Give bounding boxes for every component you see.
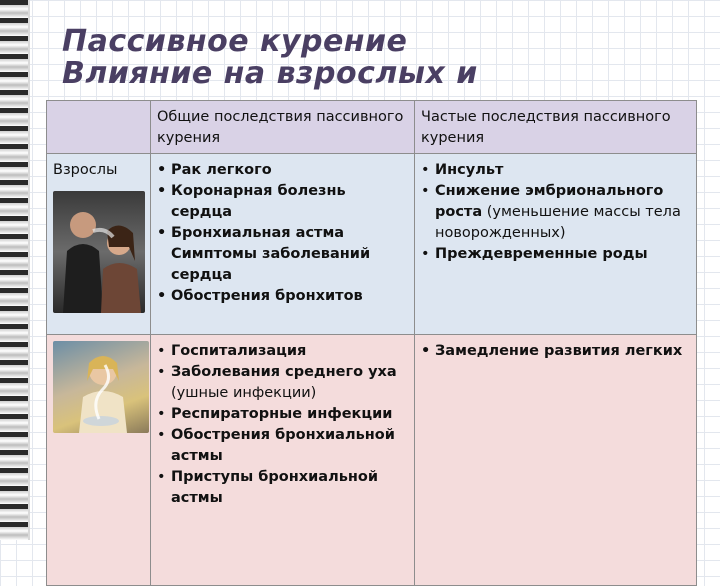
list-item-bold: Заболевания среднего уха bbox=[171, 364, 397, 380]
list-item-bold: Преждевременные роды bbox=[435, 246, 648, 262]
row1-frequent-list bbox=[421, 160, 690, 265]
row2-common-list bbox=[157, 341, 408, 509]
header-frequent-effects: Частые последствия пассивного курения bbox=[415, 101, 697, 154]
slide-title bbox=[62, 26, 702, 102]
title-line-1: Пассивное курение bbox=[62, 26, 408, 59]
list-item-bold: Обострения бронхиальной астмы bbox=[171, 427, 395, 464]
row1-common-effects bbox=[151, 154, 415, 335]
list-item-bold: Инсульт bbox=[435, 162, 504, 178]
adults-smoking-photo bbox=[53, 191, 145, 313]
row2-frequent-effects bbox=[415, 335, 697, 586]
list-item: • Обострения бронхитов bbox=[157, 286, 408, 307]
list-item bbox=[157, 425, 408, 467]
row2-common-effects bbox=[151, 335, 415, 586]
list-item-normal: (уменьшение массы тела новорожденных) bbox=[435, 204, 681, 241]
list-item bbox=[157, 404, 408, 425]
list-item: • Рак легкого bbox=[157, 160, 408, 181]
header-empty-cell bbox=[47, 101, 151, 154]
list-item-bold: Госпитализация bbox=[171, 343, 307, 359]
list-item bbox=[421, 181, 690, 244]
table-row bbox=[47, 154, 697, 335]
row1-frequent-effects bbox=[415, 154, 697, 335]
list-item bbox=[421, 244, 690, 265]
list-item: • Коронарная болезнь сердца bbox=[157, 181, 408, 223]
list-item: • Бронхиальная астма Симптомы заболеваний сердца bbox=[157, 223, 408, 286]
list-item-bold: Снижение эмбрионального роста bbox=[435, 183, 664, 220]
children-smoke-photo bbox=[53, 341, 149, 433]
list-item-bold: Приступы бронхиальной астмы bbox=[171, 469, 379, 506]
list-item bbox=[157, 467, 408, 509]
table-row bbox=[47, 335, 697, 586]
row1-common-list bbox=[157, 160, 408, 307]
list-item: • Замедление развития легких bbox=[421, 341, 690, 362]
title-line-2: Влияние на взрослых и bbox=[62, 56, 478, 91]
row-label-cell bbox=[47, 335, 151, 586]
row2-frequent-list bbox=[421, 341, 690, 362]
list-item-bold: Респираторные инфекции bbox=[171, 406, 393, 422]
table-header-row bbox=[47, 101, 697, 154]
list-item bbox=[157, 362, 408, 404]
effects-table bbox=[46, 100, 697, 586]
list-item-normal: (ушные инфекции) bbox=[171, 385, 317, 401]
list-item bbox=[157, 341, 408, 362]
row-label-adults: Взрослы bbox=[53, 162, 118, 178]
header-common-effects: Общие последствия пассивного курения bbox=[151, 101, 415, 154]
spiral-binding bbox=[0, 0, 30, 540]
row-label-cell bbox=[47, 154, 151, 335]
list-item bbox=[421, 160, 690, 181]
